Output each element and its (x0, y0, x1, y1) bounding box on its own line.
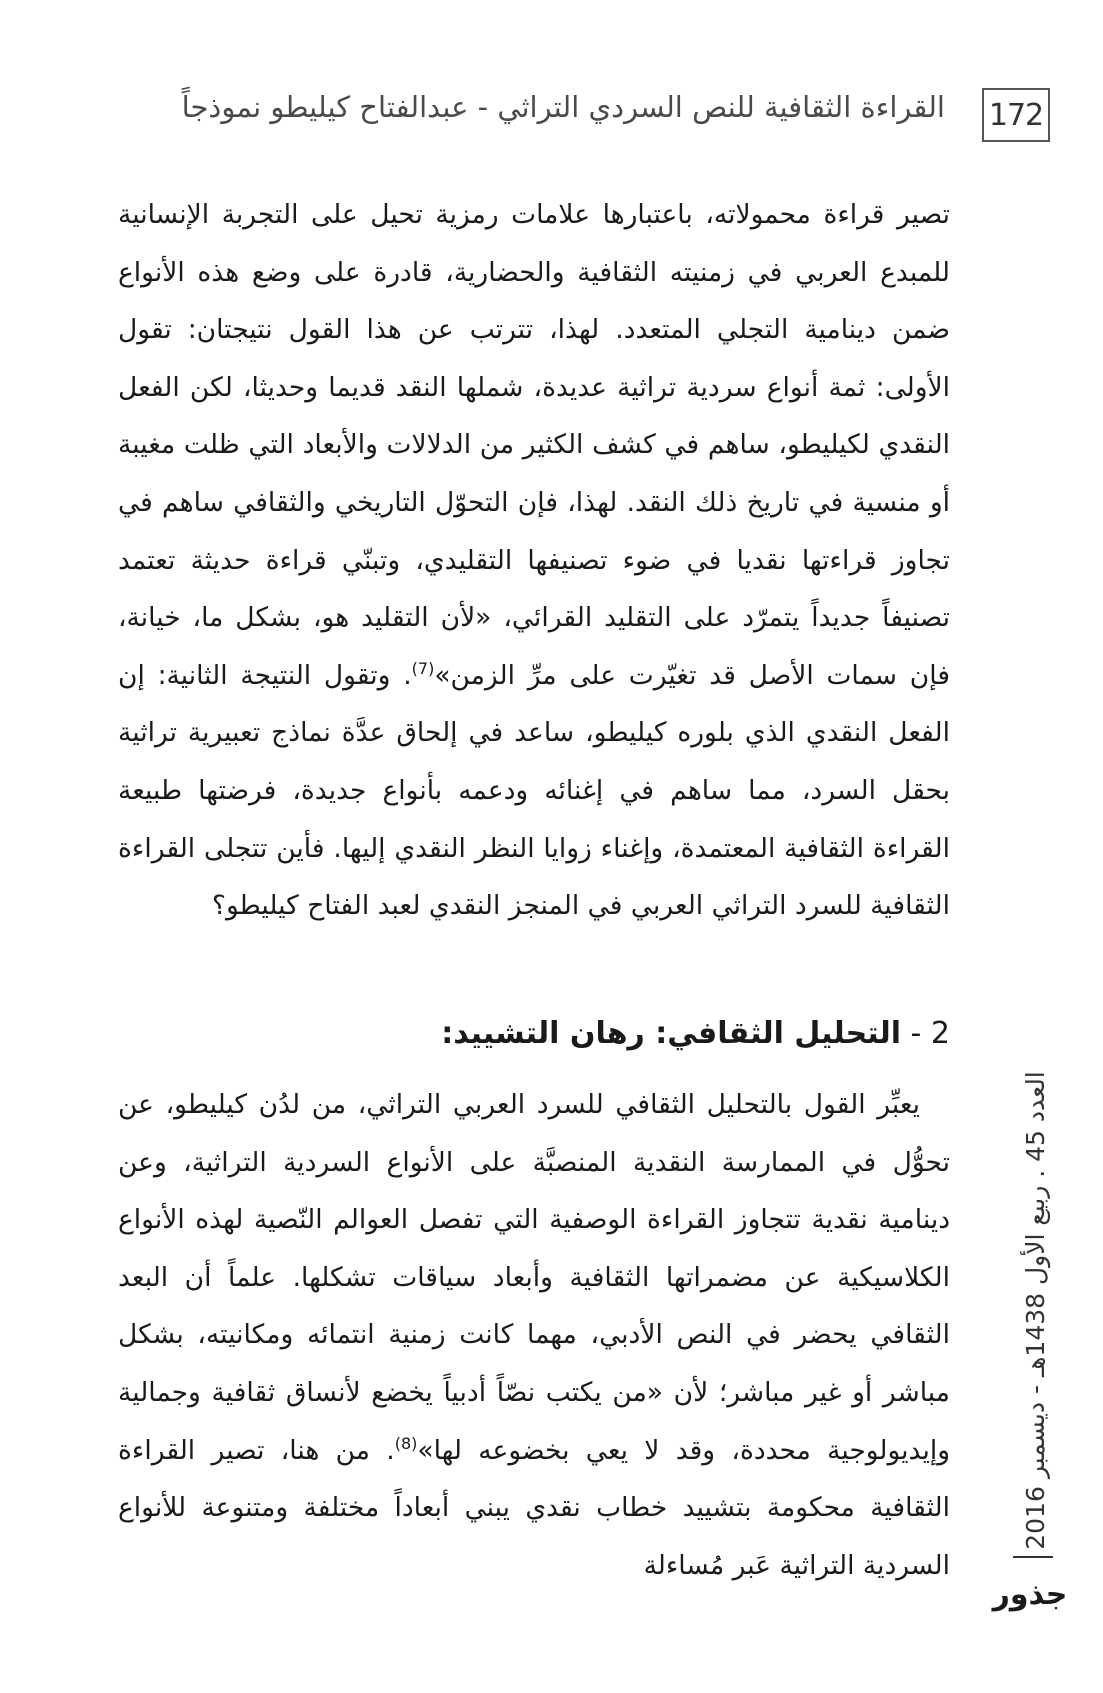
section-number: 2 - (901, 1016, 950, 1051)
footnote-reference[interactable]: (7) (411, 658, 435, 678)
paragraph-text: . وتقول النتيجة الثانية: إن الفعل النقدي الذي بلوره كيليطو، ساعد في إلحاق عدَّة نماذج تعبيرية تراثية بحقل السرد، مما ساهم في إغنائه ودعمه بأنواع جديدة، فرضتها طبيعة القراءة الثقافية المعتمدة، وإغناء زوايا النظر النقدي إليها. فأين تتجلى القراءة الثقافية للسرد التراثي العربي في المنجز النقدي لعبد الفتاح كيليطو؟ (118, 659, 950, 922)
issue-info: العدد 45 . ربيع الأول 1438هـ - ديسمبر 2016 (1020, 1070, 1050, 1550)
section-2-body (118, 1076, 950, 1594)
paragraph-text: . من هنا، تصير القراءة الثقافية محكومة بتشييد خطاب نقدي يبني أبعاداً مختلفة ومتنوعة للأنواع السردية التراثية عَبر مُساءلة (118, 1434, 950, 1581)
sidebar-divider (1013, 1556, 1053, 1558)
footnote-reference[interactable]: (8) (394, 1433, 418, 1453)
paragraph (118, 186, 950, 935)
issue-sidebar (1015, 1070, 1055, 1550)
section-title: التحليل الثقافي: رهان التشييد: (441, 1016, 901, 1051)
paragraph (118, 1076, 950, 1594)
page-header (120, 80, 1050, 150)
page-number: 172 (982, 88, 1050, 142)
paragraph-text: تصير قراءة محمولاته، باعتبارها علامات رمزية تحيل على التجربة الإنسانية للمبدع العربي في زمنيته الثقافية والحضارية، قادرة على وضع هذه الأنواع ضمن دينامية التجلي المتعدد. لهذا، تترتب عن هذا القول نتيجتان: تقول الأولى: ثمة أنواع سردية تراثية عديدة، شملها النقد قديما وحديثا، لكن الفعل النقدي لكيليطو، ساهم في كشف الكثير من الدلالات والأبعاد التي ظلت مغيبة أو منسية في تاريخ ذلك النقد. لهذا، فإن التحوّل التاريخي والثقافي ساهم في تجاوز قراءتها نقديا في ضوء تصنيفها التقليدي، وتبنّي قراءة حديثة تعتمد تصنيفاً جديداً يتمرّد على التقليد القرائي، «لأن التقليد هو، بشكل ما، خيانة، فإن سمات الأصل قد تغيّرت على مرِّ الزمن» (118, 199, 950, 691)
paragraph-text: يعبِّر القول بالتحليل الثقافي للسرد العربي التراثي، من لدُن كيليطو، عن تحوُّل في الممارسة النقدية المنصبَّة على الأنواع السردية التراثية، وعن دينامية نقدية تتجاوز القراءة الوصفية التي تفصل العوالم النّصية لهذه الأنواع الكلاسيكية عن مضمراتها الثقافية وأبعاد سياقات تشكلها. علماً أن البعد الثقافي يحضر في النص الأدبي، مهما كانت زمنية انتمائه ومكانيته، بشكل مباشر أو غير مباشر؛ لأن «من يكتب نصّاً أدبياً يخضع لأنساق ثقافية وجمالية وإيديولوجية محددة، وقد لا يعي بخضوعه لها» (118, 1089, 950, 1466)
section-heading (441, 1016, 950, 1051)
section-1-body (118, 186, 950, 935)
running-title: القراءة الثقافية للنص السردي التراثي - عبدالفتاح كيليطو نموذجاً (181, 90, 945, 124)
journal-logo: جذور (992, 1576, 1068, 1612)
